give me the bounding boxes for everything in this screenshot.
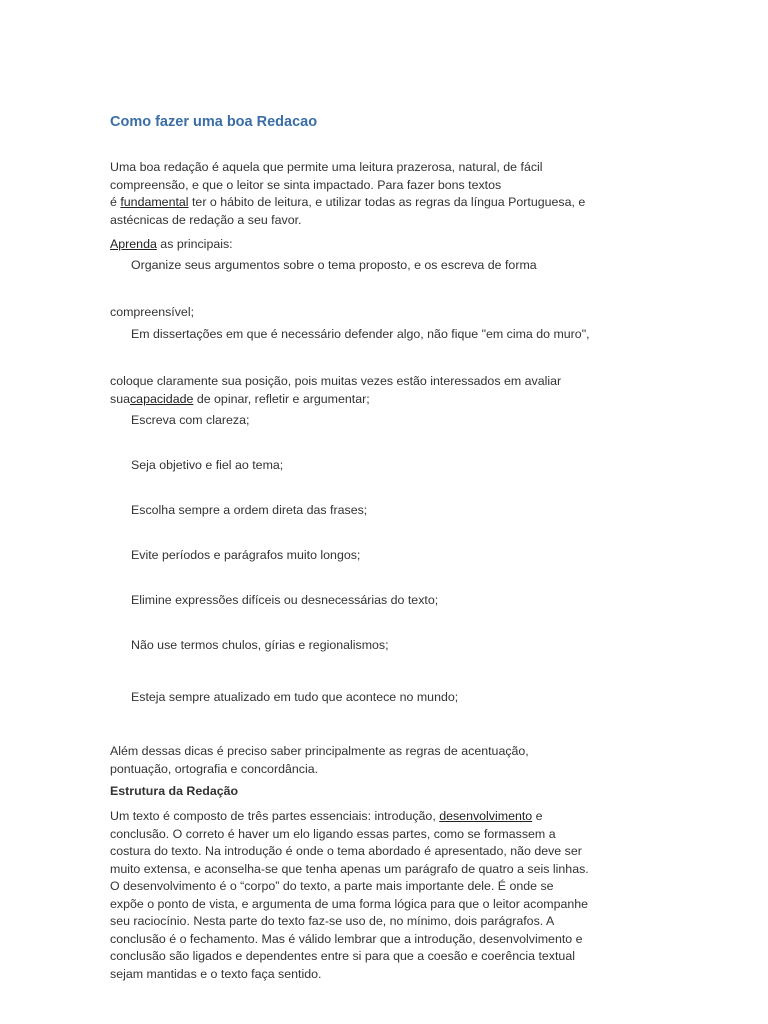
intro-line: astécnicas de redação a seu favor.: [110, 212, 302, 227]
tip-item: Esteja sempre atualizado em tudo que acontece no mundo;: [131, 690, 459, 704]
structure-line: seu raciocínio. Nesta parte do texto faz-se uso de, no mínimo, dois parágrafos. A: [110, 914, 555, 928]
beyond-line: pontuação, ortografia e concordância.: [110, 761, 319, 776]
intro-line: [110, 194, 585, 212]
fundamental-link[interactable]: fundamental: [120, 195, 189, 209]
tip-continuation: compreensível;: [110, 305, 195, 319]
tip-item: Organize seus argumentos sobre o tema proposto, e os escreva de forma: [131, 258, 537, 272]
intro-text: ter o hábito de leitura, e utilizar todas as regras da língua Portuguesa, e: [188, 195, 586, 209]
tip-item: Em dissertações em que é necessário defender algo, não fique "em cima do muro",: [131, 327, 590, 341]
intro-line: compreensão, e que o leitor se sinta impactado. Para fazer bons textos: [110, 177, 502, 192]
desenvolvimento-link[interactable]: desenvolvimento: [439, 809, 533, 823]
beyond-line: Além dessas dicas é preciso saber principalmente as regras de acentuação,: [110, 744, 529, 758]
tip-item: Seja objetivo e fiel ao tema;: [131, 458, 284, 472]
beyond-paragraph: [110, 743, 529, 778]
page-title: Como fazer uma boa Redacao: [110, 114, 318, 130]
structure-text: Um texto é composto de três partes essenciais: introdução,: [110, 809, 440, 823]
tip-text: de opinar, refletir e argumentar;: [193, 392, 370, 406]
structure-line: [110, 808, 589, 826]
learn-line: [110, 236, 233, 253]
structure-line: muito extensa, e aconselha-se que tenha apenas um parágrafo de quatro a seis linhas.: [110, 861, 589, 876]
intro-line: Uma boa redação é aquela que permite uma leitura prazerosa, natural, de fácil: [110, 160, 543, 174]
intro-paragraph: [110, 159, 585, 229]
structure-paragraph: [110, 808, 589, 983]
tip-continuation: coloque claramente sua posição, pois muitas vezes estão interessados em avaliar: [110, 374, 562, 388]
capacidade-link[interactable]: capacidade: [129, 392, 194, 406]
tip-item: Não use termos chulos, gírias e regionalismos;: [131, 638, 389, 652]
structure-line: conclusão. O correto é haver um elo ligando essas partes, como se formassem a: [110, 826, 556, 841]
structure-line: conclusão é o fechamento. Mas é válido lembrar que a introdução, desenvolvimento e: [110, 931, 583, 946]
section-heading: Estrutura da Redação: [110, 784, 239, 798]
structure-line: O desenvolvimento é o “corpo” do texto, a parte mais importante dele. É onde se: [110, 879, 554, 893]
structure-line: sejam mantidas e o texto faça sentido.: [110, 966, 322, 981]
tip-item: Escreva com clareza;: [131, 413, 250, 427]
learn-text: as principais:: [156, 237, 233, 251]
aprenda-link[interactable]: Aprenda: [110, 237, 157, 251]
tip-item: Evite períodos e parágrafos muito longos;: [131, 548, 361, 562]
structure-text: e: [532, 809, 543, 823]
structure-line: expõe o ponto de vista, e argumenta de uma forma lógica para que o leitor acompanhe: [110, 896, 589, 911]
tip-item: Escolha sempre a ordem direta das frases;: [131, 503, 368, 517]
structure-line: conclusão são ligados e dependentes entre si para que a coesão e coerência textual: [110, 949, 575, 963]
intro-text: é: [110, 195, 121, 209]
structure-line: costura do texto. Na introdução é onde o tema abordado é apresentado, não deve ser: [110, 844, 582, 858]
tip-item: Elimine expressões difíceis ou desnecessárias do texto;: [131, 593, 439, 607]
tip-continuation: [110, 391, 370, 408]
tip-text: sua: [110, 392, 130, 406]
